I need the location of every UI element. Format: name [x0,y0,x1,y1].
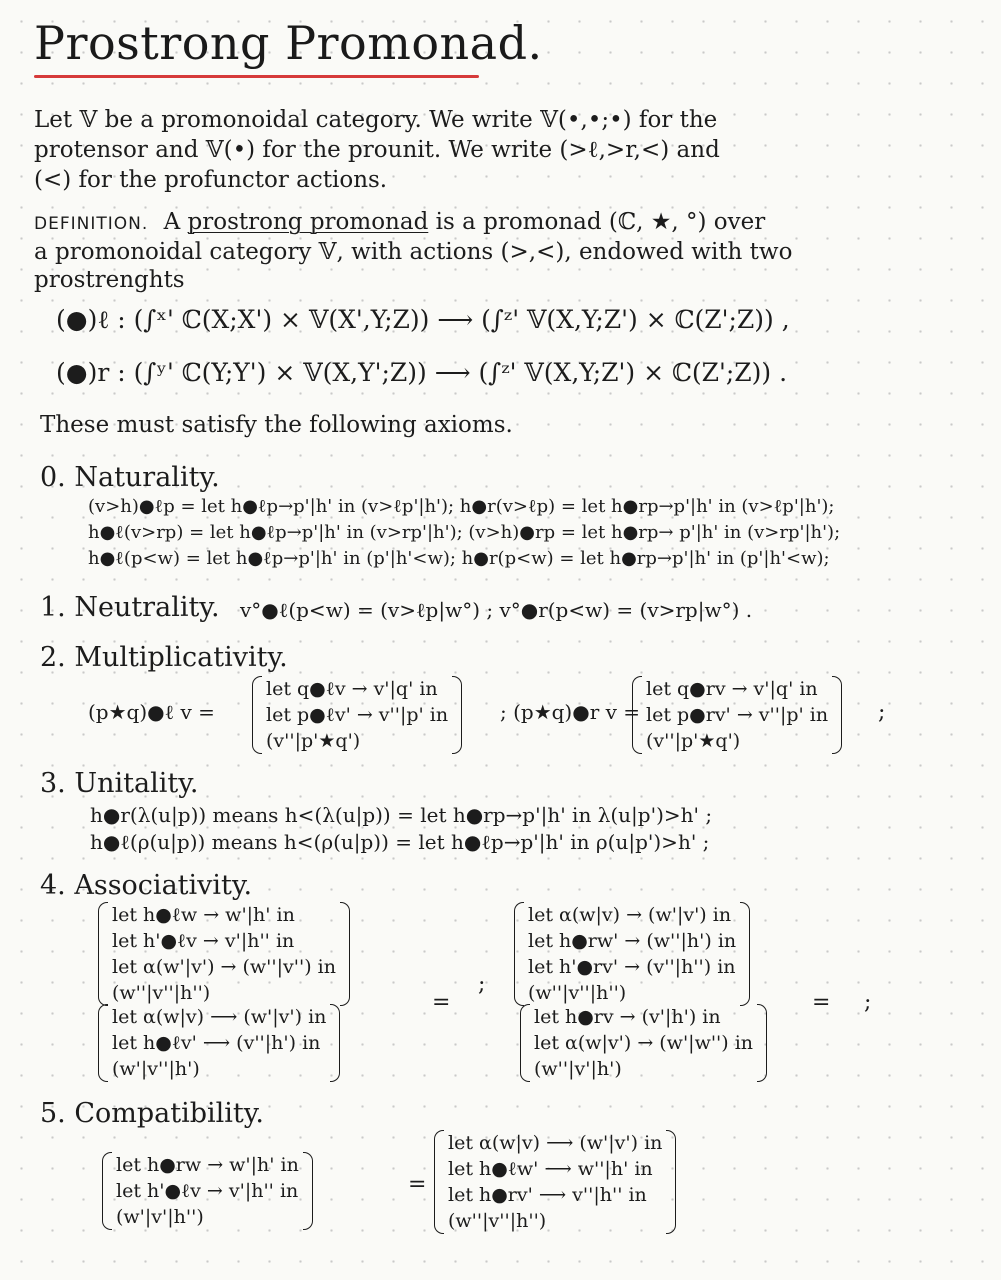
code-line: (v''|p'★q') [266,730,361,752]
code-line: let h●ℓw → w'|h' in [112,904,295,926]
code-line: let α(w'|v') → (w''|v'') in [112,956,336,978]
associativity-left-bottom-block [96,1004,342,1082]
code-line: let α(w|v) → (w'|v') in [528,904,732,926]
code-line: (w'|v''|h') [112,1058,200,1080]
unitality-heading: 3. Unitality. [40,768,199,799]
page-title: Prostrong Promonad. [34,16,543,70]
associativity-end: ; [864,990,872,1015]
axioms-intro: These must satisfy the following axioms. [40,412,513,438]
definition-text: is a promonad (ℂ, ★, °) over [435,209,766,235]
neutrality-heading: 1. Neutrality. [40,592,220,623]
unitality-line: h●ℓ(ρ(u|p)) means h<(ρ(u|p)) = let h●ℓp→p'|h' in ρ(u|p')>h' ; [90,830,710,854]
associativity-left-equals: = [432,990,451,1015]
code-line: let h●rv → (v'|h') in [534,1006,721,1028]
definition-label: DEFINITION. [34,214,149,234]
neutrality-formula: v°●ℓ(p<w) = (v>ℓp|w°) ; v°●r(p<w) = (v>rp|w°) . [240,598,753,622]
code-line: let h'●ℓv → v'|h'' in [112,930,295,952]
title-underline [34,75,479,78]
compatibility-heading: 5. Compatibility. [40,1098,265,1129]
code-line: (w''|v'|h') [534,1058,622,1080]
naturality-line: (v>h)●ℓp = let h●ℓp→p'|h' in (v>ℓp'|h'); h●r(v>ℓp) = let h●rp→p'|h' in (v>ℓp'|h'); [88,496,835,517]
multiplicativity-right-block [630,676,844,754]
definition-line: a promonoidal category 𝕍, with actions (>,<), endowed with two [34,239,793,265]
code-line: (w''|v''|h'') [112,982,211,1004]
intro-line: (<) for the profunctor actions. [34,167,388,193]
right-prostrength-formula: (●)r : (∫ʸ' ℂ(Y;Y') × 𝕍(X,Y';Z)) ⟶ (∫ᶻ' 𝕍(X,Y;Z') × ℂ(Z';Z)) . [56,358,788,387]
associativity-separator: ; [478,972,486,997]
code-line: (v''|p'★q') [646,730,741,752]
code-line: (w'|v'|h'') [116,1206,204,1228]
code-line: let α(w|v) ⟶ (w'|v') in [448,1132,663,1154]
code-line: let h●rv' ⟶ v''|h'' in [448,1184,647,1206]
code-line: let q●ℓv → v'|q' in [266,678,438,700]
code-line: let p●rv' → v''|p' in [646,704,829,726]
unitality-line: h●r(λ(u|p)) means h<(λ(u|p)) = let h●rp→p'|h' in λ(u|p')>h' ; [90,803,713,827]
title-block [34,18,543,78]
multiplicativity-left-block [250,676,464,754]
code-line: (w''|v''|h'') [528,982,627,1004]
associativity-right-equals: = [812,990,831,1015]
code-line: let h●ℓw' ⟶ w''|h' in [448,1158,653,1180]
definition-line: prostrenghts [34,267,185,293]
multiplicativity-heading: 2. Multiplicativity. [40,642,288,673]
associativity-left-top-block [96,902,352,1006]
code-line: let h●rw' → (w''|h') in [528,930,737,952]
code-line: let h●rw → w'|h' in [116,1154,299,1176]
code-line: let h'●ℓv → v'|h'' in [116,1180,299,1202]
multiplicativity-lhs: (p★q)●ℓ v = [88,700,215,724]
definition-term: prostrong promonad [187,209,429,235]
code-line: let q●rv → v'|q' in [646,678,818,700]
naturality-heading: 0. Naturality. [40,462,220,493]
naturality-line: h●ℓ(p<w) = let h●ℓp→p'|h' in (p'|h'<w); h●r(p<w) = let h●rp→p'|h' in (p'|h'<w); [88,548,830,569]
code-line: let α(w|v') → (w'|w'') in [534,1032,754,1054]
naturality-line: h●ℓ(v>rp) = let h●ℓp→p'|h' in (v>rp'|h'); (v>h)●rp = let h●rp→ p'|h' in (v>rp'|h'); [88,522,841,543]
multiplicativity-end: ; [878,700,886,725]
compatibility-left-block [100,1152,315,1230]
multiplicativity-rhs: ; (p★q)●r v = [500,700,641,724]
left-prostrength-formula: (●)ℓ : (∫ˣ' ℂ(X;X') × 𝕍(X',Y;Z)) ⟶ (∫ᶻ' 𝕍(X,Y;Z') × ℂ(Z';Z)) , [56,305,790,334]
definition-paragraph [34,208,894,294]
definition-text: A [163,209,181,235]
code-line: let α(w|v) ⟶ (w'|v') in [112,1006,327,1028]
intro-paragraph [34,105,874,195]
code-line: (w''|v''|h'') [448,1210,547,1232]
intro-line: protensor and 𝕍(•) for the prounit. We write (>ℓ,>r,<) and [34,137,720,163]
code-line: let h●ℓv' ⟶ (v''|h') in [112,1032,321,1054]
intro-line: Let 𝕍 be a promonoidal category. We write 𝕍(•,•;•) for the [34,107,718,133]
associativity-heading: 4. Associativity. [40,870,253,901]
associativity-right-bottom-block [518,1004,769,1082]
associativity-right-top-block [512,902,752,1006]
code-line: let h'●rv' → (v''|h'') in [528,956,736,978]
compatibility-equals: = [408,1172,427,1197]
compatibility-right-block [432,1130,678,1234]
code-line: let p●ℓv' → v''|p' in [266,704,449,726]
